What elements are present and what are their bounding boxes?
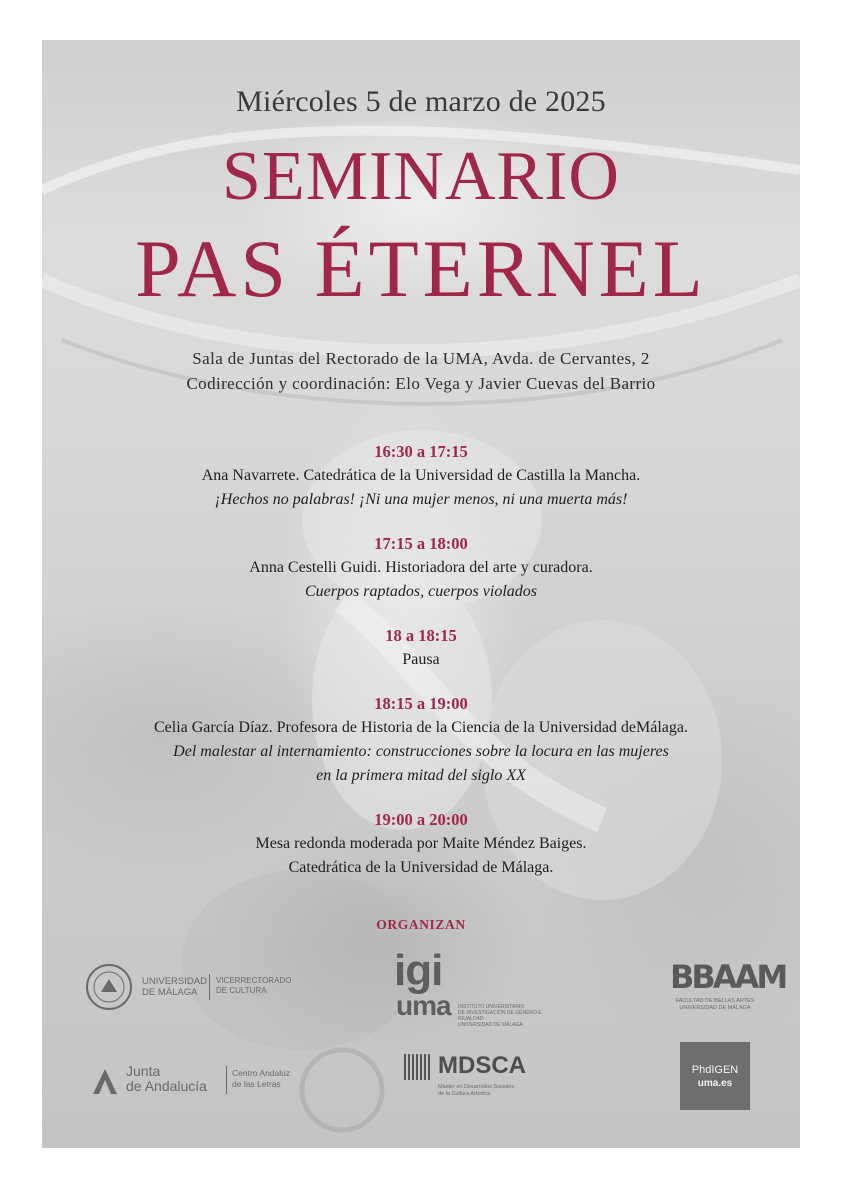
program-item — [42, 624, 800, 672]
program-time: 18 a 18:15 — [385, 626, 457, 645]
divider — [209, 974, 210, 1000]
phdigen-name: PhdIGEN — [691, 1064, 739, 1076]
program-talk: Cuerpos raptados, cuerpos violados — [305, 583, 537, 600]
program-talk: en la primera mitad del siglo XX — [316, 767, 526, 784]
program-talk: ¡Hechos no palabras! ¡Ni una mujer menos, ni una muerta más! — [214, 491, 628, 508]
uma-vicerrectorado: VICERRECTORADO DE CULTURA — [216, 976, 292, 995]
program-speaker: Mesa redonda moderada por Maite Méndez Baiges. — [255, 835, 587, 852]
event-date: Miércoles 5 de marzo de 2025 — [236, 85, 606, 118]
bbaa-description: FACULTAD DE BELLAS ARTES UNIVERSIDAD DE MÁLAGA — [675, 998, 755, 1011]
program-time: 18:15 a 19:00 — [374, 694, 468, 713]
program-item — [42, 440, 800, 512]
divider — [226, 1066, 227, 1094]
junta-icon — [90, 1066, 120, 1096]
phdigen-logo — [680, 1042, 750, 1110]
igi-mark: igi — [394, 946, 443, 995]
uma-name: UNIVERSIDAD DE MÁLAGA — [142, 976, 207, 998]
program-item — [42, 692, 800, 788]
bbaa-mark: BBAAM — [670, 958, 786, 996]
mdsca-logo — [404, 1048, 554, 1110]
igi-description: INSTITUTO UNIVERSITARIO DE INVESTIGACIÓN DE GÉNERO E IGUALDAD UNIVERSIDAD DE MÁLAGA — [458, 1004, 542, 1028]
igi-uma-logo — [394, 946, 554, 1028]
title-seminario: SEMINARIO — [222, 138, 620, 215]
uma-logo — [84, 962, 294, 1012]
venue-address: Sala de Juntas del Rectorado de la UMA, Avda. de Cervantes, 2 — [192, 349, 650, 368]
program-speaker: Anna Cestelli Guidi. Historiadora del arte y curadora. — [249, 559, 593, 576]
bellas-artes-logo — [670, 958, 786, 1020]
program-talk: Del malestar al internamiento: construcciones sobre la locura en las mujeres — [173, 743, 669, 760]
mdsca-mark: MDSCA — [438, 1052, 526, 1079]
centro-andaluz-letras: Centro Andaluz de las Letras — [232, 1068, 291, 1089]
coordination: Codirección y coordinación: Elo Vega y Javier Cuevas del Barrio — [186, 374, 656, 393]
mdsca-description: Máster en Desarrollos Sociales de la Cultura Artística — [438, 1084, 515, 1097]
uma-mark: uma — [396, 990, 451, 1021]
title-pas-eternel: PAS ÉTERNEL — [135, 223, 707, 314]
poster — [42, 40, 800, 1148]
program-item — [42, 808, 800, 880]
barcode-icon — [404, 1054, 434, 1080]
venue-block — [42, 346, 800, 396]
program-speaker: Ana Navarrete. Catedrática de la Universidad de Castilla la Mancha. — [201, 467, 641, 484]
program-speaker-role: Catedrática de la Universidad de Málaga. — [288, 859, 554, 876]
program-speaker: Pausa — [402, 651, 440, 668]
program-time: 17:15 a 18:00 — [374, 534, 468, 553]
phdigen-domain: uma.es — [697, 1078, 733, 1089]
program-time: 19:00 a 20:00 — [374, 810, 468, 829]
program-speaker: Celia García Díaz. Profesora de Historia de la Ciencia de la Universidad deMálaga. — [153, 719, 688, 736]
junta-andalucia-logo — [90, 1062, 310, 1102]
organizers-heading: ORGANIZAN — [376, 917, 466, 932]
uma-seal-icon — [84, 962, 134, 1012]
junta-name: Junta de Andalucía — [126, 1063, 207, 1094]
program-item — [42, 532, 800, 604]
program-time: 16:30 a 17:15 — [374, 442, 468, 461]
